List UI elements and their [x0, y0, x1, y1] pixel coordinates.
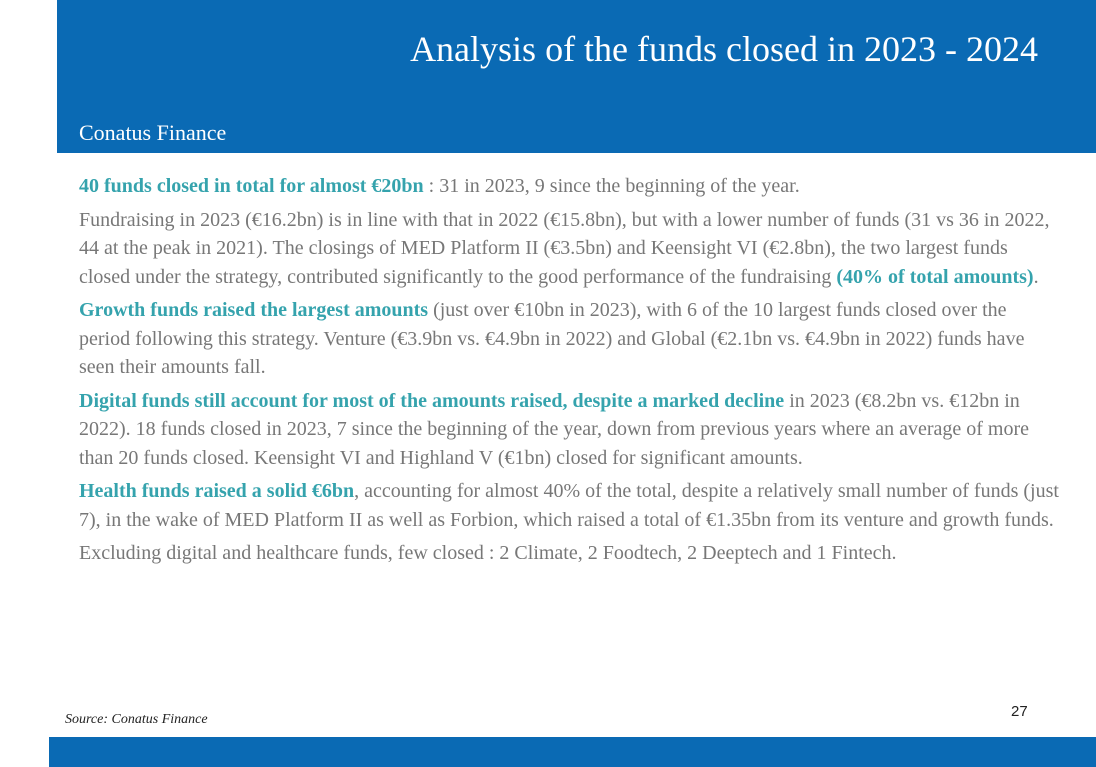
slide-title: Analysis of the funds closed in 2023 - 2024: [410, 29, 1038, 69]
highlight-text: (40% of total amounts): [836, 265, 1034, 288]
paragraph-text: in 2023 (€8.2bn vs. €12bn in 2022). 18 funds closed in 2023, 7 since the beginning of the year, down from previous years where an average of more than 20 funds closed. Keensight VI and Highland V (€1bn) closed for significant amounts.: [79, 389, 1030, 469]
slide-subtitle: Conatus Finance: [79, 120, 227, 145]
header-banner: [57, 0, 1096, 153]
page-number: 27: [1011, 703, 1028, 720]
paragraph-health-funds: [79, 477, 1059, 534]
paragraph-total-funds: [79, 172, 1059, 201]
paragraph-growth-funds: [79, 296, 1059, 382]
source-note: Source: Conatus Finance: [65, 712, 208, 727]
paragraph-text: Excluding digital and healthcare funds, few closed : 2 Climate, 2 Foodtech, 2 Deeptech and 1 Fintech.: [79, 542, 897, 564]
highlight-text: 40 funds closed in total for almost €20bn: [79, 175, 424, 197]
slide-body: [79, 172, 1059, 573]
paragraph-fundraising-2023: [79, 206, 1059, 292]
paragraph-text: (just over €10bn in 2023), with 6 of the 10 largest funds closed over the period following this strategy. Venture (€3.9bn vs. €4.9bn in 2022) and Global (€2.1bn vs. €4.9bn in 2022) funds have seen their amounts fall.: [79, 299, 1025, 378]
paragraph-other-funds: [79, 539, 1059, 568]
paragraph-text: , accounting for almost 40% of the total, despite a relatively small number of funds (just 7), in the wake of MED Platform II as well as Forbion, which raised a total of €1.35bn from its venture and growth funds.: [79, 480, 1059, 531]
paragraph-text: : 31 in 2023, 9 since the beginning of the year.: [423, 175, 800, 197]
footer-bar: [49, 737, 1096, 767]
paragraph-digital-funds: [79, 387, 1059, 473]
highlight-text: Health funds raised a solid €6bn: [79, 480, 355, 502]
highlight-text: Growth funds raised the largest amounts: [79, 299, 429, 321]
highlight-text: Digital funds still account for most of the amounts raised, despite a marked decline: [79, 389, 785, 412]
paragraph-text-end: .: [1033, 265, 1039, 288]
paragraph-text: Fundraising in 2023 (€16.2bn) is in line with that in 2022 (€15.8bn), but with a lower number of funds (31 vs 36 in 2022, 44 at the peak in 2021). The closings of MED Platform II (€3.5bn) and Keensight VI (€2.8bn), the two largest funds closed under the strategy, contributed significantly to the good performance of the fundraising: [79, 208, 1050, 288]
